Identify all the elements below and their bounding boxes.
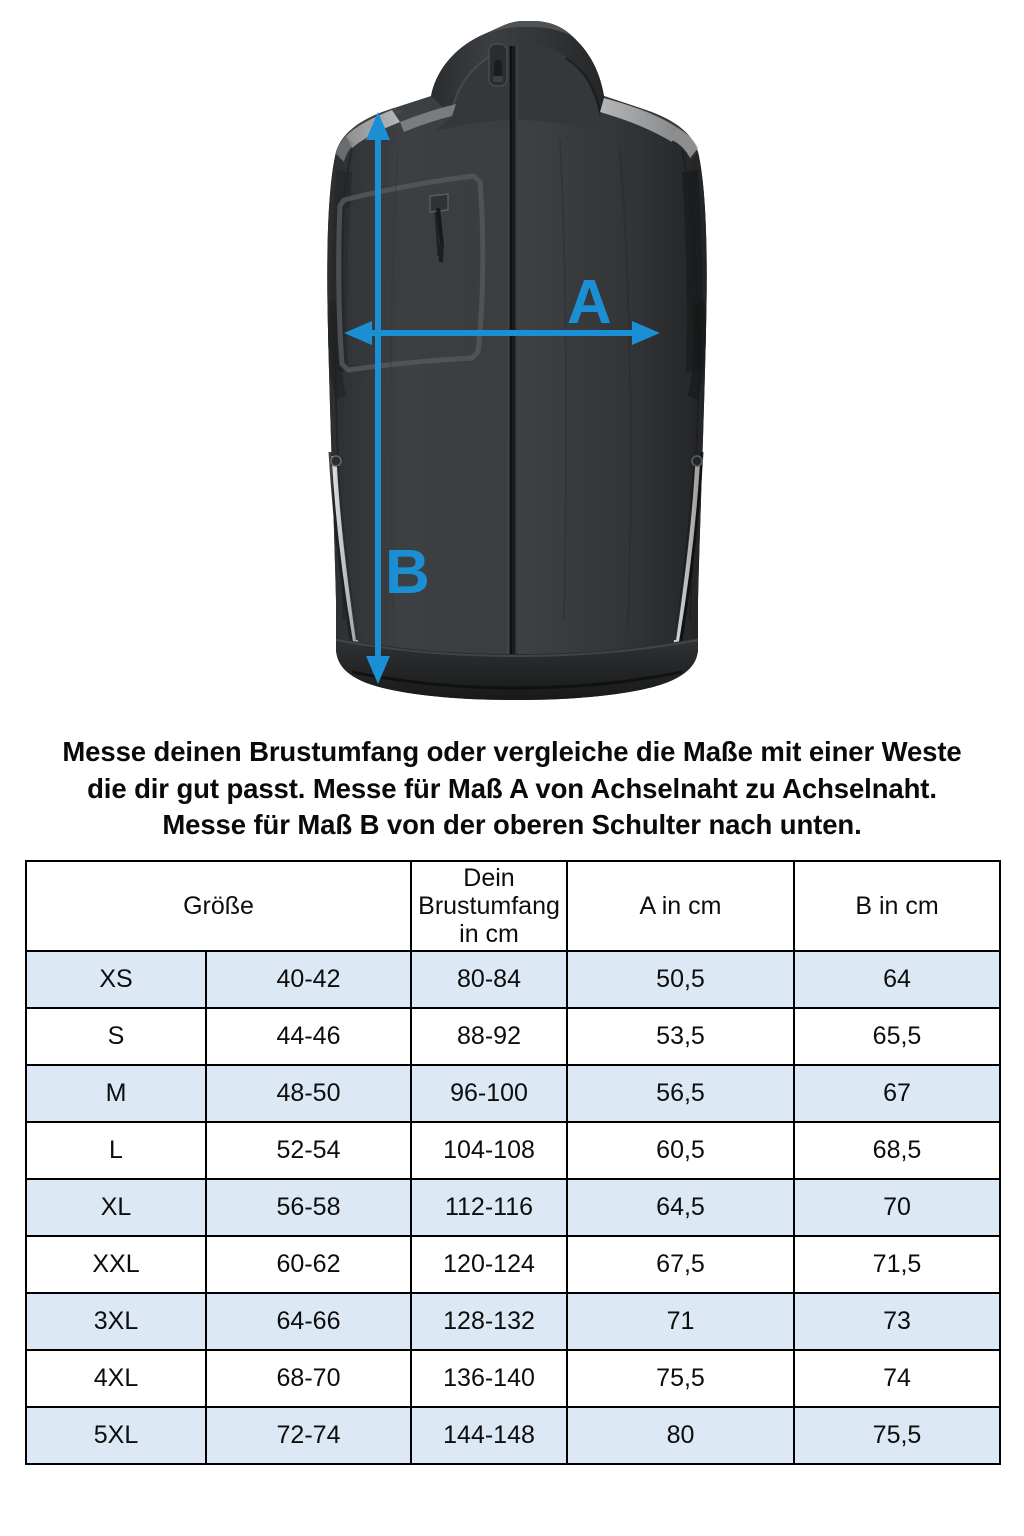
size-chart-table <box>25 860 1001 1465</box>
cell-num: 56-58 <box>206 1179 411 1236</box>
cell-chest: 104-108 <box>411 1122 567 1179</box>
header-chest: Dein Brustumfang in cm <box>411 861 567 951</box>
cell-num: 48-50 <box>206 1065 411 1122</box>
cell-b: 73 <box>794 1293 1000 1350</box>
cell-num: 64-66 <box>206 1293 411 1350</box>
cell-chest: 112-116 <box>411 1179 567 1236</box>
table-row <box>26 1065 1000 1122</box>
cell-chest: 80-84 <box>411 951 567 1008</box>
cell-size: L <box>26 1122 206 1179</box>
cell-num: 44-46 <box>206 1008 411 1065</box>
cell-b: 68,5 <box>794 1122 1000 1179</box>
table-row <box>26 1008 1000 1065</box>
cell-a: 53,5 <box>567 1008 794 1065</box>
cell-chest: 136-140 <box>411 1350 567 1407</box>
cell-size: XXL <box>26 1236 206 1293</box>
table-header <box>26 861 1000 951</box>
cell-b: 70 <box>794 1179 1000 1236</box>
header-a: A in cm <box>567 861 794 951</box>
measure-label-a: A <box>567 268 612 337</box>
cell-size: M <box>26 1065 206 1122</box>
cell-b: 65,5 <box>794 1008 1000 1065</box>
table-body <box>26 951 1000 1464</box>
cell-a: 56,5 <box>567 1065 794 1122</box>
header-size: Größe <box>26 861 411 951</box>
measure-label-b: B <box>385 538 430 607</box>
cell-num: 72-74 <box>206 1407 411 1464</box>
table-row <box>26 951 1000 1008</box>
zipper-pull-collar <box>489 44 507 86</box>
header-b: B in cm <box>794 861 1000 951</box>
cell-size: 3XL <box>26 1293 206 1350</box>
cell-b: 67 <box>794 1065 1000 1122</box>
cell-num: 40-42 <box>206 951 411 1008</box>
cell-chest: 144-148 <box>411 1407 567 1464</box>
cell-size: XL <box>26 1179 206 1236</box>
cell-num: 60-62 <box>206 1236 411 1293</box>
cell-b: 74 <box>794 1350 1000 1407</box>
cell-num: 68-70 <box>206 1350 411 1407</box>
cell-b: 75,5 <box>794 1407 1000 1464</box>
cell-a: 75,5 <box>567 1350 794 1407</box>
table-row <box>26 1407 1000 1464</box>
vest-graphic <box>0 0 1024 722</box>
cell-a: 80 <box>567 1407 794 1464</box>
header-row <box>26 861 1000 951</box>
cell-a: 50,5 <box>567 951 794 1008</box>
cell-a: 71 <box>567 1293 794 1350</box>
cell-a: 64,5 <box>567 1179 794 1236</box>
cell-size: S <box>26 1008 206 1065</box>
cell-chest: 128-132 <box>411 1293 567 1350</box>
table-row <box>26 1350 1000 1407</box>
cell-b: 64 <box>794 951 1000 1008</box>
size-table-container <box>25 860 999 1465</box>
cell-chest: 88-92 <box>411 1008 567 1065</box>
table-row <box>26 1236 1000 1293</box>
table-row <box>26 1179 1000 1236</box>
cell-num: 52-54 <box>206 1122 411 1179</box>
chest-pocket <box>339 176 483 370</box>
cell-size: 5XL <box>26 1407 206 1464</box>
vest-illustration <box>0 0 1024 722</box>
table-row <box>26 1293 1000 1350</box>
cell-chest: 96-100 <box>411 1065 567 1122</box>
cell-a: 60,5 <box>567 1122 794 1179</box>
cell-size: 4XL <box>26 1350 206 1407</box>
cell-size: XS <box>26 951 206 1008</box>
table-row <box>26 1122 1000 1179</box>
cell-chest: 120-124 <box>411 1236 567 1293</box>
cell-a: 67,5 <box>567 1236 794 1293</box>
measuring-instructions: Messe deinen Brustumfang oder vergleiche die Maße mit einer Weste die dir gut passt. Messe für Maß A von Achselnaht zu Achselnaht. Messe für Maß B von der oberen Schulter nach unten. <box>62 736 962 841</box>
cell-b: 71,5 <box>794 1236 1000 1293</box>
